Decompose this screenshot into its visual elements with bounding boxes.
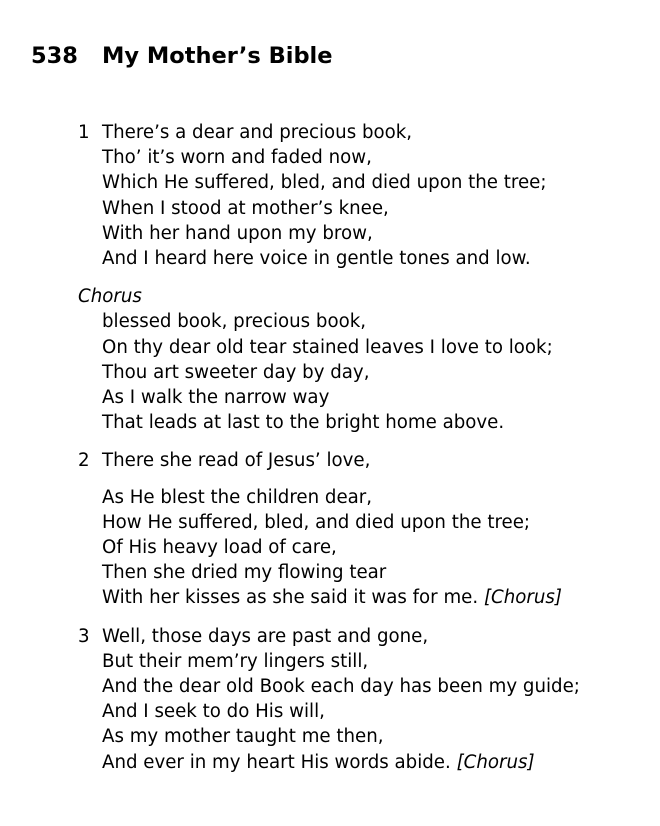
verse-line-with-chorus-ref [102, 750, 648, 775]
verse-2 [78, 448, 648, 610]
hymn-title: My Mother’s Bible [102, 43, 333, 69]
verse-number: 1 [78, 122, 90, 143]
verse-line: But their mem’ry lingers still, [102, 650, 369, 672]
verse-line-with-chorus-ref [102, 585, 648, 610]
chorus-line: On thy dear old tear stained leaves I love to look; [102, 336, 553, 358]
verse-line: As He blest the children dear, [102, 486, 373, 508]
chorus-line: As I walk the narrow way [102, 387, 330, 409]
chorus-line: blessed book, precious book, [102, 311, 367, 333]
verse-line: Then she dried my flowing tear [102, 562, 387, 584]
chorus-line: That leads at last to the bright home above. [102, 412, 505, 434]
verse-line: And I heard here voice in gentle tones and low. [102, 248, 531, 270]
hymn-number: 538 [31, 43, 78, 69]
verse-line: As my mother taught me then, [102, 726, 384, 748]
verse-line: Well, those days are past and gone, [102, 625, 429, 647]
chorus-label: Chorus [78, 286, 142, 308]
verse-3 [78, 624, 648, 775]
verse-line: Tho’ it’s worn and faded now, [102, 147, 372, 169]
verse-line: There she read of Jesus’ love, [102, 450, 371, 472]
chorus-reference: [Chorus] [483, 587, 562, 609]
verse-line-text: And ever in my heart His words abide. [102, 751, 451, 773]
hymn-header [31, 40, 333, 72]
verse-line: And I seek to do His will, [102, 701, 325, 723]
verse-1 [78, 120, 648, 271]
verse-line: When I stood at mother’s knee, [102, 197, 389, 219]
chorus-reference: [Chorus] [456, 751, 535, 773]
verse-line: There’s a dear and precious book, [102, 122, 413, 143]
verse-line: And the dear old Book each day has been my guide; [102, 676, 580, 698]
verse-number: 2 [78, 450, 90, 472]
verse-line: Which He suffered, bled, and died upon the tree; [102, 172, 547, 194]
verse-line: Of His heavy load of care, [102, 537, 337, 559]
hymn-body [78, 120, 648, 775]
verse-line-text: With her kisses as she said it was for me. [102, 587, 479, 609]
chorus-line: Thou art sweeter day by day, [102, 361, 370, 383]
verse-line: How He suffered, bled, and died upon the tree; [102, 511, 531, 533]
verse-line: With her hand upon my brow, [102, 222, 373, 244]
chorus [78, 284, 648, 435]
verse-number: 3 [78, 625, 90, 647]
